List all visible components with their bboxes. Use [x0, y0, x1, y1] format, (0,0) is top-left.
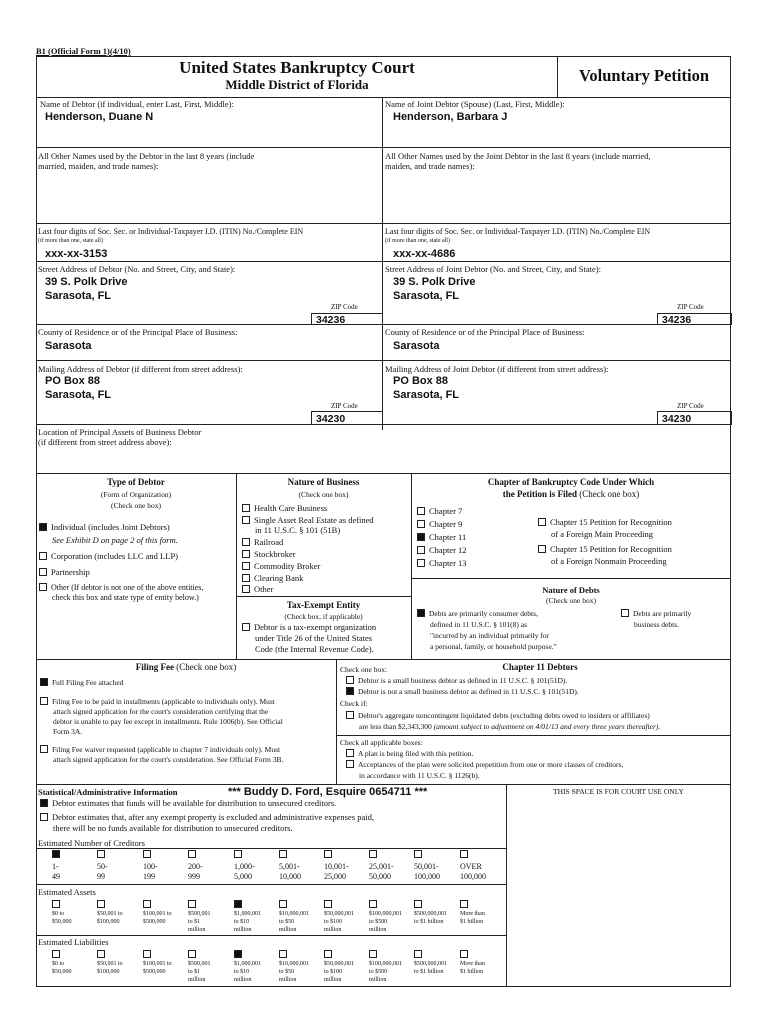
assets-option-1-checkbox[interactable]	[97, 900, 105, 908]
type-of-debtor-sub1: (Form of Organization)	[100, 490, 172, 499]
nob-other-checkbox[interactable]	[242, 585, 250, 593]
nob-health-option[interactable]: Health Care Business	[242, 503, 327, 513]
debtor-other-names-label: All Other Names used by the Debtor in the last 8 years (include married, maiden, and trade names):	[38, 151, 255, 172]
creditors-option-1-line-1: 99	[97, 872, 105, 881]
nob-railroad-option[interactable]: Railroad	[242, 537, 283, 547]
liabilities-option-9-line-0: More than	[460, 961, 485, 967]
debtor-mailing-label: Mailing Address of Debtor (if different from street address):	[38, 364, 243, 374]
consumer-debts-line2: defined in 11 U.S.C. § 101(8) as	[430, 620, 528, 629]
form-id: B1 (Official Form 1)(4/10)	[36, 46, 131, 56]
business-debts-checkbox[interactable]	[621, 609, 629, 617]
liabilities-option-2-line-0: $100,001 to	[143, 961, 172, 967]
chapter-11-checkbox[interactable]	[417, 533, 425, 541]
liabilities-option-3-checkbox[interactable]	[188, 950, 196, 958]
business-debts-line2: business debts.	[634, 620, 679, 629]
liabilities-option-6-line-0: $50,000,001	[324, 961, 354, 967]
debtor-mail-zip[interactable]: 34230	[316, 413, 346, 425]
filing-fee-title: Filing Fee (Check one box)	[135, 662, 237, 672]
assets-option-2-line-0: $100,001 to	[143, 911, 172, 917]
type-other-note: check this box and state type of entity below.)	[52, 593, 199, 602]
liabilities-option-0-checkbox[interactable]	[52, 950, 60, 958]
assets-option-4-line-1: to $10	[234, 919, 250, 925]
chapter-15-main-option[interactable]: Chapter 15 Petition for Recognition	[538, 517, 672, 527]
joint-name-label: Name of Joint Debtor (Spouse) (Last, First, Middle):	[385, 99, 565, 109]
debtor-ssn[interactable]: xxx-xx-3153	[45, 248, 108, 260]
assets-option-7-line-2: million	[369, 927, 387, 933]
creditors-option-6-line-1: 25,000	[324, 872, 346, 881]
nature-of-business-title: Nature of Business	[287, 477, 360, 487]
creditors-option-4-line-0: 1,000-	[234, 862, 255, 871]
creditors-option-1-line-0: 50-	[97, 862, 108, 871]
creditors-option-6-checkbox[interactable]	[324, 850, 332, 858]
chapter-12-option[interactable]: Chapter 12	[417, 545, 467, 555]
assets-option-6-checkbox[interactable]	[324, 900, 332, 908]
type-other-option[interactable]: Other (If debtor is not one of the above entities,	[39, 583, 203, 593]
chapter-title-line2	[411, 489, 731, 500]
assets-option-5-line-2: million	[279, 927, 297, 933]
assets-option-2-line-1: $500,000	[143, 919, 166, 925]
chapter-7-option[interactable]: Chapter 7	[417, 506, 462, 516]
liabilities-option-4-line-2: million	[234, 977, 252, 983]
liabilities-option-5-line-1: to $50	[279, 969, 295, 975]
creditors-option-3-line-0: 200-	[188, 862, 203, 871]
joint-street-label: Street Address of Joint Debtor (No. and Street, City, and State):	[385, 264, 601, 274]
tax-exempt-option[interactable]: Debtor is a tax-exempt organization	[242, 622, 376, 632]
liabilities-option-7-checkbox[interactable]	[369, 950, 377, 958]
nob-other-option[interactable]: Other	[242, 584, 273, 594]
no-funds-checkbox[interactable]	[40, 813, 48, 821]
creditors-option-5-line-0: 5,001-	[279, 862, 300, 871]
assets-option-4-checkbox[interactable]	[234, 900, 242, 908]
creditors-option-7-line-0: 25,001-	[369, 862, 394, 871]
petition-title: Voluntary Petition	[578, 66, 710, 85]
liabilities-option-1-checkbox[interactable]	[97, 950, 105, 958]
funds-available-option[interactable]: Debtor estimates that funds will be available for distribution to unsecured creditors.	[40, 798, 336, 808]
type-of-debtor-title: Type of Debtor	[107, 477, 165, 487]
consumer-debts-line4: a personal, family, or household purpose."	[430, 642, 557, 651]
debtor-street-label: Street Address of Debtor (No. and Street, City, and State):	[38, 264, 236, 274]
creditors-option-3-line-1: 999	[188, 872, 200, 881]
creditors-option-4-checkbox[interactable]	[234, 850, 242, 858]
liabilities-option-8-line-1: to $1 billion	[414, 969, 444, 975]
debtor-ssn-note: (if more than one, state all)	[38, 238, 103, 244]
chapter-9-checkbox[interactable]	[417, 520, 425, 528]
liabilities-option-7-line-2: million	[369, 977, 387, 983]
debtor-zip-label: ZIP Code	[331, 303, 358, 311]
nob-clearing-checkbox[interactable]	[242, 574, 250, 582]
chapter-13-checkbox[interactable]	[417, 559, 425, 567]
chapter-title-line1: Chapter of Bankruptcy Code Under Which	[487, 477, 655, 487]
assets-option-3-line-1: to $1	[188, 919, 201, 925]
nob-commodity-checkbox[interactable]	[242, 562, 250, 570]
liabilities-option-2-checkbox[interactable]	[143, 950, 151, 958]
debtor-zip[interactable]: 34236	[316, 314, 346, 326]
creditors-option-8-checkbox[interactable]	[414, 850, 422, 858]
creditors-option-5-checkbox[interactable]	[279, 850, 287, 858]
chapter-15-nonmain-option[interactable]: Chapter 15 Petition for Recognition	[538, 544, 672, 554]
creditors-option-6-line-0: 10,001-	[324, 862, 349, 871]
ch11-small-checkbox[interactable]	[346, 676, 354, 684]
liabilities-option-8-line-0: $500,000,001	[414, 961, 447, 967]
statistical-title: Statistical/Administrative Information	[38, 787, 178, 797]
liabilities-option-7-line-1: to $500	[369, 969, 388, 975]
installments-line4: Form 3A.	[53, 727, 83, 736]
assets-option-9-checkbox[interactable]	[460, 900, 468, 908]
assets-option-1-line-1: $100,000	[97, 919, 120, 925]
ch11-aggregate-option[interactable]: Debtor's aggregate noncontingent liquidated debts (excluding debts owed to insiders or affiliates)	[346, 711, 650, 720]
joint-county-label: County of Residence or of the Principal Place of Business:	[385, 327, 585, 337]
creditors-option-0-line-1: 49	[52, 872, 60, 881]
liabilities-option-5-line-0: $10,000,001	[279, 961, 309, 967]
liabilities-option-9-line-1: $1 billion	[460, 969, 484, 975]
ch11-notsmall-option[interactable]: Debtor is not a small business debtor as defined in 11 U.S.C. § 101(51D).	[346, 687, 579, 696]
chapter11-debtors-title: Chapter 11 Debtors	[502, 662, 578, 672]
joint-ssn-label: Last four digits of Soc. Sec. or Individual-Taxpayer I.D. (ITIN) No./Complete EIN	[385, 227, 651, 236]
creditors-option-2-line-1: 199	[143, 872, 155, 881]
assets-option-6-line-0: $50,000,001	[324, 911, 354, 917]
joint-street-line2[interactable]: Sarasota, FL	[393, 290, 460, 302]
assets-option-7-line-1: to $500	[369, 919, 388, 925]
installments-option[interactable]: Filing Fee to be paid in installments (applicable to individuals only). Must	[40, 697, 275, 706]
chapter-15-nonmain-checkbox[interactable]	[538, 545, 546, 553]
chapter-12-checkbox[interactable]	[417, 546, 425, 554]
ch11-check-all: Check all applicable boxes:	[340, 738, 423, 747]
assets-option-7-line-0: $100,000,001	[369, 911, 402, 917]
tax-exempt-line2: under Title 26 of the United States	[255, 633, 373, 643]
liabilities-option-6-line-2: million	[324, 977, 342, 983]
creditors-option-8-line-0: 50,001-	[414, 862, 439, 871]
nob-health-checkbox[interactable]	[242, 504, 250, 512]
debtor-name-label: Name of Debtor (if individual, enter Last, First, Middle):	[40, 99, 234, 109]
debtor-mail-line2[interactable]: Sarasota, FL	[45, 389, 112, 401]
type-individual-option[interactable]: Individual (includes Joint Debtors)	[39, 522, 170, 532]
liabilities-option-3-line-0: $500,001	[188, 961, 211, 967]
creditors-label: Estimated Number of Creditors	[38, 838, 145, 848]
liabilities-option-0-line-0: $0 to	[52, 961, 65, 967]
assets-option-9-line-0: More than	[460, 911, 485, 917]
tax-exempt-sub: (Check box, if applicable)	[284, 612, 363, 621]
attorney-stamp: *** Buddy D. Ford, Esquire 0654711 ***	[228, 786, 428, 798]
ch11-acceptances-option[interactable]: Acceptances of the plan were solicited prepetition from one or more classes of creditors,	[346, 760, 623, 769]
joint-street-line1[interactable]: 39 S. Polk Drive	[393, 276, 476, 288]
consumer-debts-option[interactable]: Debts are primarily consumer debts,	[417, 609, 538, 618]
exhibit-d-note: See Exhibit D on page 2 of this form.	[52, 535, 178, 545]
type-corporation-checkbox[interactable]	[39, 552, 47, 560]
assets-label: Estimated Assets	[38, 887, 96, 897]
assets-option-5-line-1: to $50	[279, 919, 295, 925]
debtor-name[interactable]: Henderson, Duane N	[45, 111, 154, 123]
fee-waiver-checkbox[interactable]	[40, 745, 48, 753]
assets-option-7-checkbox[interactable]	[369, 900, 377, 908]
type-individual-checkbox[interactable]	[39, 523, 47, 531]
joint-mail-zip-label: ZIP Code	[677, 402, 704, 410]
joint-ssn-note: (if more than one, state all)	[385, 238, 450, 244]
assets-option-4-line-2: million	[234, 927, 252, 933]
fee-waiver-line2: attach signed application for the court's consideration. See Official Form 3B.	[53, 755, 284, 764]
creditors-option-5-line-1: 10,000	[279, 872, 301, 881]
nature-of-debts-sub: (Check one box)	[546, 596, 596, 605]
assets-option-8-line-0: $500,000,001	[414, 911, 447, 917]
nob-single-asset-checkbox[interactable]	[242, 516, 250, 524]
ch11-acceptances-line2: in accordance with 11 U.S.C. § 1126(b).	[359, 771, 480, 780]
chapter-9-option[interactable]: Chapter 9	[417, 519, 462, 529]
creditors-option-2-checkbox[interactable]	[143, 850, 151, 858]
nob-single-asset-line2: in 11 U.S.C. § 101 (51B)	[255, 525, 341, 535]
creditors-option-9-line-1: 100,000	[460, 872, 486, 881]
no-funds-line2: there will be no funds available for distribution to unsecured creditors.	[53, 823, 293, 833]
joint-mail-line1[interactable]: PO Box 88	[393, 375, 449, 387]
liabilities-option-4-checkbox[interactable]	[234, 950, 242, 958]
type-corporation-option[interactable]: Corporation (includes LLC and LLP)	[39, 551, 178, 561]
consumer-debts-line3: "incurred by an individual primarily for	[430, 631, 550, 640]
nature-of-debts-title: Nature of Debts	[542, 585, 600, 595]
chapter-15-main-checkbox[interactable]	[538, 518, 546, 526]
chapter-13-option[interactable]: Chapter 13	[417, 558, 467, 568]
chapter-title-check: (Check one box)	[579, 489, 640, 499]
joint-mail-zip[interactable]: 34230	[662, 413, 692, 425]
liabilities-option-4-line-0: $1,000,001	[234, 961, 261, 967]
debtor-county-label: County of Residence or of the Principal Place of Business:	[38, 327, 238, 337]
liabilities-option-6-checkbox[interactable]	[324, 950, 332, 958]
liabilities-option-3-line-1: to $1	[188, 969, 201, 975]
creditors-option-9-checkbox[interactable]	[460, 850, 468, 858]
district-name: Middle District of Florida	[225, 77, 369, 92]
assets-option-5-checkbox[interactable]	[279, 900, 287, 908]
liabilities-option-5-checkbox[interactable]	[279, 950, 287, 958]
tax-exempt-checkbox[interactable]	[242, 623, 250, 631]
liabilities-label: Estimated Liabilities	[38, 937, 109, 947]
ch11-plan-checkbox[interactable]	[346, 749, 354, 757]
fee-waiver-option[interactable]: Filing Fee waiver requested (applicable to chapter 7 individuals only). Must	[40, 745, 280, 754]
creditors-option-4-line-1: 5,000	[234, 872, 252, 881]
liabilities-option-1-line-1: $100,000	[97, 969, 120, 975]
assets-option-4-line-0: $1,000,001	[234, 911, 261, 917]
creditors-option-1-checkbox[interactable]	[97, 850, 105, 858]
assets-option-8-checkbox[interactable]	[414, 900, 422, 908]
assets-option-2-checkbox[interactable]	[143, 900, 151, 908]
ch11-aggregate-line2: are less than $2,343,300 (amount subject to adjustment on 4/01/13 and every three years thereafter).	[359, 722, 661, 731]
type-partnership-option[interactable]: Partnership	[39, 567, 90, 577]
liabilities-option-5-line-2: million	[279, 977, 297, 983]
installments-checkbox[interactable]	[40, 697, 48, 705]
nob-clearing-option[interactable]: Clearing Bank	[242, 573, 303, 583]
court-name: United States Bankruptcy Court	[179, 58, 415, 77]
liabilities-option-6-line-1: to $100	[324, 969, 343, 975]
debtor-street-line2[interactable]: Sarasota, FL	[45, 290, 112, 302]
joint-name[interactable]: Henderson, Barbara J	[393, 111, 508, 123]
type-of-debtor-sub2: (Check one box)	[111, 501, 161, 510]
assets-option-6-line-1: to $100	[324, 919, 343, 925]
ch11-notsmall-checkbox[interactable]	[346, 687, 354, 695]
liabilities-option-0-line-1: $50,000	[52, 969, 72, 975]
full-fee-checkbox[interactable]	[40, 678, 48, 686]
assets-option-8-line-1: to $1 billion	[414, 919, 444, 925]
location-label-1: Location of Principal Assets of Business Debtor	[38, 427, 202, 437]
liabilities-option-8-checkbox[interactable]	[414, 950, 422, 958]
nob-commodity-option[interactable]: Commodity Broker	[242, 561, 320, 571]
joint-zip[interactable]: 34236	[662, 314, 692, 326]
no-funds-option[interactable]: Debtor estimates that, after any exempt property is excluded and administrative expenses paid,	[40, 812, 374, 822]
assets-option-0-line-1: $50,000	[52, 919, 72, 925]
type-partnership-checkbox[interactable]	[39, 568, 47, 576]
liabilities-option-9-checkbox[interactable]	[460, 950, 468, 958]
type-other-checkbox[interactable]	[39, 583, 47, 591]
assets-option-3-line-2: million	[188, 927, 206, 933]
liabilities-option-2-line-1: $500,000	[143, 969, 166, 975]
court-use-only: THIS SPACE IS FOR COURT USE ONLY	[553, 787, 684, 796]
joint-ssn[interactable]: xxx-xx-4686	[393, 248, 456, 260]
location-label-2: (if different from street address above):	[38, 437, 172, 447]
creditors-option-8-line-1: 100,000	[414, 872, 440, 881]
chapter-11-option[interactable]: Chapter 11	[417, 532, 466, 542]
debtor-mail-line1[interactable]: PO Box 88	[45, 375, 101, 387]
chapter-15-main-line2: of a Foreign Main Proceeding	[551, 529, 653, 539]
chapter-15-nonmain-line2: of a Foreign Nonmain Proceeding	[551, 556, 667, 566]
ch11-acceptances-checkbox[interactable]	[346, 760, 354, 768]
nob-stockbroker-checkbox[interactable]	[242, 550, 250, 558]
installments-line3: debtor is unable to pay fee except in installments. Rule 1006(b). See Official	[53, 717, 283, 726]
consumer-debts-checkbox[interactable]	[417, 609, 425, 617]
joint-other-names-label: All Other Names used by the Joint Debtor in the last 8 years (include married, maiden, and trade names):	[385, 151, 651, 172]
creditors-option-2-line-0: 100-	[143, 862, 158, 871]
debtor-county[interactable]: Sarasota	[45, 340, 92, 352]
assets-option-0-checkbox[interactable]	[52, 900, 60, 908]
creditors-option-7-checkbox[interactable]	[369, 850, 377, 858]
debtor-mail-zip-label: ZIP Code	[331, 402, 358, 410]
assets-option-9-line-1: $1 billion	[460, 919, 484, 925]
liabilities-option-4-line-1: to $10	[234, 969, 250, 975]
nature-of-business-sub: (Check one box)	[298, 490, 349, 499]
assets-option-5-line-0: $10,000,001	[279, 911, 309, 917]
liabilities-option-3-line-2: million	[188, 977, 206, 983]
liabilities-option-7-line-0: $100,000,001	[369, 961, 402, 967]
creditors-option-3-checkbox[interactable]	[188, 850, 196, 858]
ch11-check-if: Check if:	[340, 699, 368, 708]
joint-mailing-label: Mailing Address of Joint Debtor (if different from street address):	[385, 364, 609, 374]
business-debts-option[interactable]: Debts are primarily	[621, 609, 691, 618]
creditors-option-7-line-1: 50,000	[369, 872, 391, 881]
chapter-title-filed: the Petition is Filed	[502, 489, 577, 499]
nob-single-asset-option[interactable]: Single Asset Real Estate as defined	[242, 515, 374, 525]
creditors-option-0-checkbox[interactable]	[52, 850, 60, 858]
installments-line2: attach signed application for the court's consideration certifying that the	[53, 707, 269, 716]
ch11-check-one: Check one box:	[340, 665, 388, 674]
ch11-plan-option[interactable]: A plan is being filed with this petition.	[346, 749, 473, 758]
joint-zip-label: ZIP Code	[677, 303, 704, 311]
joint-county[interactable]: Sarasota	[393, 340, 440, 352]
assets-option-3-checkbox[interactable]	[188, 900, 196, 908]
creditors-option-0-line-0: 1-	[52, 862, 59, 871]
chapter-7-checkbox[interactable]	[417, 507, 425, 515]
joint-mail-line2[interactable]: Sarasota, FL	[393, 389, 460, 401]
assets-option-3-line-0: $500,001	[188, 911, 211, 917]
ch11-aggregate-checkbox[interactable]	[346, 711, 354, 719]
debtor-street-line1[interactable]: 39 S. Polk Drive	[45, 276, 128, 288]
debtor-ssn-label: Last four digits of Soc. Sec. or Individual-Taxpayer I.D. (ITIN) No./Complete EIN	[38, 227, 304, 236]
assets-option-6-line-2: million	[324, 927, 342, 933]
full-fee-option[interactable]: Full Filing Fee attached	[40, 678, 123, 687]
assets-option-0-line-0: $0 to	[52, 911, 65, 917]
funds-available-checkbox[interactable]	[40, 799, 48, 807]
ch11-small-option[interactable]: Debtor is a small business debtor as defined in 11 U.S.C. § 101(51D).	[346, 676, 567, 685]
nob-railroad-checkbox[interactable]	[242, 538, 250, 546]
tax-exempt-title: Tax-Exempt Entity	[286, 600, 361, 610]
assets-option-1-line-0: $50,001 to	[97, 911, 123, 917]
nob-stockbroker-option[interactable]: Stockbroker	[242, 549, 296, 559]
liabilities-option-1-line-0: $50,001 to	[97, 961, 123, 967]
tax-exempt-line3: Code (the Internal Revenue Code).	[255, 644, 374, 654]
creditors-option-9-line-0: OVER	[460, 862, 482, 871]
